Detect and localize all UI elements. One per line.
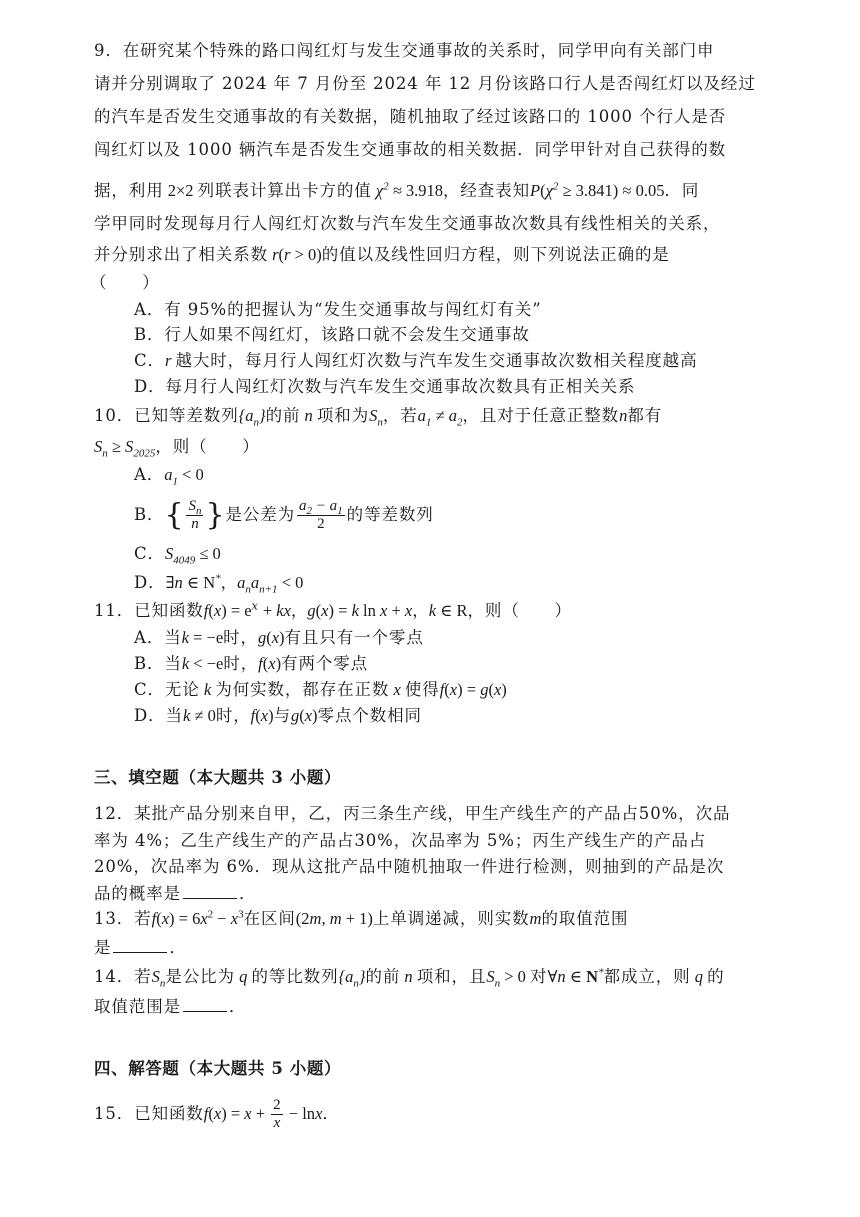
q9-line-7: 并分别求出了相关系数 r(r > 0)的值以及线性回归方程，则下列说法正确的是 <box>94 245 670 264</box>
q12-line-3: 20%，次品率为 6%．现从这批产品中随机抽取一件进行检测，则抽到的产品是次 <box>94 857 725 876</box>
q9-line-1: 9．在研究某个特殊的路口闯红灯与发生交通事故的关系时，同学甲向有关部门申 <box>94 41 715 60</box>
q12-line-1: 12．某批产品分别来自甲，乙，丙三条生产线，甲生产线生产的产品占50%，次品 <box>94 804 731 823</box>
q13-answer-blank <box>113 934 167 953</box>
q12-line-4: 品的概率是 ． <box>94 880 256 907</box>
q11-option-c: C．无论 k 为何实数，都存在正数 x 使得f(x) = g(x) <box>134 680 507 699</box>
q12-answer-blank <box>183 880 237 899</box>
q9-option-c: C．r 越大时，每月行人闯红灯次数与汽车发生交通事故次数相关程度越高 <box>134 351 698 370</box>
q14-line-2: 取值范围是 ． <box>94 993 246 1020</box>
q9-line-4: 闯红灯以及 1000 辆汽车是否发生交通事故的相关数据．同学甲针对自己获得的数 <box>94 140 727 159</box>
q13-line-2: 是 ． <box>94 934 187 961</box>
q14-line-1: 14．若$S_n$是公比为 q 的等比数列$\{a_n\}$的前 n 项和，且$S_n > 0$ 对∀n ∈ N*都成立，则 q 的 <box>94 966 725 990</box>
q11-option-a: A．当k = −e时，g(x)有且只有一个零点 <box>134 628 424 647</box>
q10-option-c: C．$S_{4049} \le 0$ <box>134 544 221 567</box>
q12-line-2: 率为 4%；乙生产线生产的产品占30%，次品率为 5%；丙生产线生产的产品占 <box>94 831 707 850</box>
q9-option-d: D．每月行人闯红灯次数与汽车发生交通事故次数具有正相关关系 <box>134 377 636 396</box>
q11-line-1: 11．已知函数$f(x) = e^x$ + kx，g(x) = k ln x + x，k ∈ R，则（ ） <box>94 599 572 620</box>
q9-line-6: 学甲同时发现每月行人闯红灯次数与汽车发生交通事故次数具有线性相关的关系， <box>94 214 721 233</box>
q13-line-1: 13．若$f(x) = 6x^2 - x^3$在区间(2m, m + 1)上单调递减，则实数m的取值范围 <box>94 908 629 928</box>
q11-option-d: D．当k ≠ 0时，f(x)与g(x)零点个数相同 <box>134 706 422 725</box>
q9-option-a: A．有 95%的把握认为“发生交通事故与闯红灯有关” <box>134 300 542 319</box>
q10-option-b: B．{ $\frac{S_n}{n}$ }是公差为 $\frac{a_2 - a_1}{2}$ 的等差数列 <box>134 497 434 533</box>
q10-line-1: 10．已知等差数列$\{a_n\}$的前 n 项和为$S_n$，若$a_1 \ne a_2$，且对于任意正整数n都有 <box>94 406 663 429</box>
q10-line-2: $S_n \ge S_{2025}$，则（ ） <box>94 437 260 460</box>
q10-option-a: A．$a_1 < 0$ <box>134 465 204 488</box>
section-heading-solutions: 四、解答题（本大题共 5 小题） <box>94 1059 342 1078</box>
q9-line-3: 的汽车是否发生交通事故的有关数据，随机抽取了经过该路口的 1000 个行人是否 <box>94 107 727 126</box>
q9-option-b: B．行人如果不闯红灯，该路口就不会发生交通事故 <box>134 325 530 344</box>
q15-line-1: 15．已知函数f(x) = x + $\frac{2}{x}$ − lnx． <box>94 1097 340 1131</box>
q11-option-b: B．当k < −e时，f(x)有两个零点 <box>134 654 369 673</box>
q14-answer-blank <box>183 993 227 1012</box>
q9-line-5: 据，利用 2×2 列联表计算出卡方的值 $\chi^2 \approx 3.918$，经查表知$P(\chi^2 \ge 3.841) \approx 0.05$．同 <box>94 180 700 200</box>
q10-option-d: D．∃n ∈ N*，$a_na_{n+1} < 0$ <box>134 572 304 596</box>
section-heading-fill-in: 三、填空题（本大题共 3 小题） <box>94 768 342 787</box>
q9-answer-paren: （ ） <box>90 273 160 292</box>
q9-line-2: 请并分别调取了 2024 年 7 月份至 2024 年 12 月份该路口行人是否闯红灯以及经过 <box>94 74 756 93</box>
